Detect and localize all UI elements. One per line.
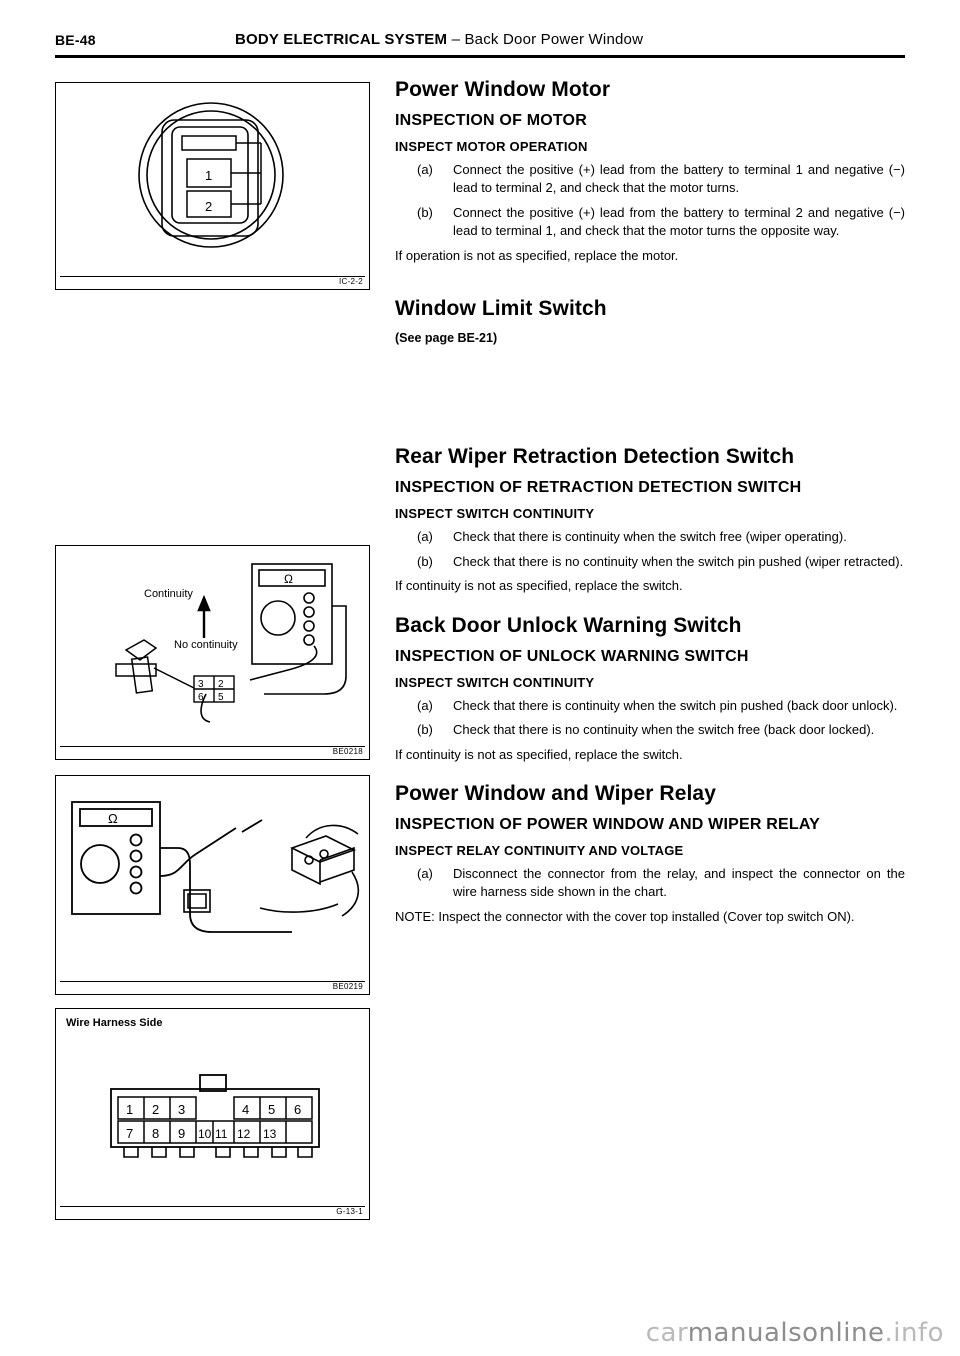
motor-terminal-1-label: 1: [205, 168, 213, 183]
figure-caption: IC-2-2: [338, 277, 363, 286]
section-subsubheading: INSPECT RELAY CONTINUITY AND VOLTAGE: [395, 842, 684, 858]
page-number: BE-48: [55, 32, 96, 48]
page-header: [55, 30, 905, 56]
list-item-text: Connect the positive (+) lead from the battery to terminal 1 and negative (−) lead to terminal 2, and check that the motor turns.: [453, 162, 905, 196]
figure-underline: [60, 276, 365, 277]
retraction-switch-drawing: [56, 546, 371, 761]
closing-text: If operation is not as specified, replace the motor.: [395, 247, 679, 263]
list-item-marker: (b): [417, 722, 433, 738]
svg-text:6: 6: [198, 692, 204, 703]
list-item-marker: (a): [417, 162, 433, 177]
ohm-symbol: Ω: [284, 572, 293, 586]
figure-retraction-switch: [55, 545, 370, 760]
wire-harness-title: Wire Harness Side: [66, 1017, 163, 1029]
svg-text:5: 5: [218, 692, 224, 703]
note-text: NOTE: Inspect the connector with the cover top installed (Cover top switch ON).: [395, 908, 855, 924]
content-column: [395, 78, 905, 926]
svg-text:1: 1: [126, 1102, 134, 1117]
section-heading: Power Window and Wiper Relay: [395, 781, 716, 805]
label-continuity: Continuity: [144, 588, 193, 600]
watermark: [646, 1318, 944, 1348]
motor-connector-drawing: [56, 83, 371, 291]
list-item: [395, 204, 905, 241]
svg-text:3: 3: [178, 1102, 186, 1117]
section-power-window-wiper-relay: [395, 782, 905, 926]
figure-underline: [60, 746, 365, 747]
section-heading: Back Door Unlock Warning Switch: [395, 613, 742, 637]
svg-text:12: 12: [237, 1127, 251, 1141]
figure-underline: [60, 1206, 365, 1207]
page-title: [235, 31, 643, 48]
svg-text:9: 9: [178, 1126, 186, 1141]
motor-terminal-2-label: 2: [205, 199, 213, 214]
section-subheading: INSPECTION OF UNLOCK WARNING SWITCH: [395, 647, 749, 665]
list-item-text: Disconnect the connector from the relay, and inspect the connector on the wire harness side shown in the chart.: [453, 865, 905, 900]
label-no-continuity: No continuity: [174, 639, 238, 651]
section-subheading: INSPECTION OF RETRACTION DETECTION SWITCH: [395, 479, 802, 497]
list-item-text: Connect the positive (+) lead from the battery to terminal 2 and negative (−) lead to terminal 1, and check that the motor turns the opposite way.: [453, 204, 905, 239]
harness-connector-drawing: [56, 1009, 371, 1221]
list-item-marker: (b): [417, 204, 433, 220]
watermark-dark: manualsonline: [687, 1318, 885, 1348]
svg-text:6: 6: [294, 1102, 302, 1117]
svg-text:5: 5: [268, 1102, 276, 1117]
section-subsubheading: INSPECT SWITCH CONTINUITY: [395, 674, 595, 690]
list-item-marker: (a): [417, 529, 433, 545]
svg-text:3: 3: [198, 679, 204, 690]
page-title-light: – Back Door Power Window: [447, 31, 644, 48]
list-item: [395, 553, 905, 571]
section-heading: Window Limit Switch: [395, 297, 607, 321]
page-reference[interactable]: (See page BE-21): [395, 331, 498, 346]
figure-caption: G-13-1: [336, 1207, 363, 1216]
section-heading: Rear Wiper Retraction Detection Switch: [395, 445, 795, 469]
list-item: [395, 721, 905, 739]
list-item-text: Check that there is continuity when the switch free (wiper operating).: [453, 529, 847, 545]
list-item: [395, 697, 905, 715]
section-heading: Power Window Motor: [395, 78, 611, 101]
figure-caption: BE0219: [332, 982, 363, 991]
list-item-marker: (a): [417, 865, 433, 881]
svg-text:2: 2: [218, 679, 224, 690]
list-item-text: Check that there is continuity when the switch pin pushed (back door unlock).: [453, 697, 898, 713]
svg-text:4: 4: [242, 1102, 250, 1117]
closing-text: If continuity is not as specified, replace the switch.: [395, 578, 683, 594]
section-back-door-unlock: [395, 614, 905, 764]
figure-caption: BE0218: [332, 747, 363, 756]
closing-text: If continuity is not as specified, replace the switch.: [395, 746, 683, 762]
figure-wire-harness-side: [55, 1008, 370, 1220]
svg-text:13: 13: [263, 1127, 277, 1141]
section-window-limit-switch: [395, 297, 905, 345]
figure-underline: [60, 981, 365, 982]
section-subsubheading: INSPECT SWITCH CONTINUITY: [395, 506, 595, 522]
unlock-switch-drawing: [56, 776, 371, 996]
list-item: [395, 865, 905, 902]
watermark-light: car: [645, 1318, 688, 1348]
list-item-marker: (b): [417, 553, 433, 569]
ohm-symbol: Ω: [108, 811, 118, 826]
section-power-window-motor: [395, 78, 905, 265]
list-item: [395, 528, 905, 546]
header-divider: [55, 55, 905, 58]
svg-text:10: 10: [198, 1127, 212, 1141]
svg-text:8: 8: [152, 1126, 160, 1141]
section-subheading: INSPECTION OF MOTOR: [395, 112, 587, 129]
list-item-marker: (a): [417, 697, 433, 713]
svg-text:11: 11: [215, 1127, 228, 1141]
svg-text:7: 7: [126, 1126, 134, 1141]
section-subheading: INSPECTION OF POWER WINDOW AND WIPER RELAY: [395, 815, 821, 833]
watermark-tail: .info: [884, 1318, 944, 1348]
list-item-text: Check that there is no continuity when the switch pin pushed (wiper retracted).: [453, 553, 904, 569]
svg-text:2: 2: [152, 1102, 160, 1117]
page-title-bold: BODY ELECTRICAL SYSTEM: [235, 31, 448, 48]
figure-unlock-warning-switch: [55, 775, 370, 995]
section-rear-wiper-retraction: [395, 445, 905, 595]
figure-power-window-motor: [55, 82, 370, 290]
list-item: [395, 161, 905, 198]
section-subsubheading: INSPECT MOTOR OPERATION: [395, 139, 588, 154]
list-item-text: Check that there is no continuity when the switch free (back door locked).: [453, 722, 875, 738]
